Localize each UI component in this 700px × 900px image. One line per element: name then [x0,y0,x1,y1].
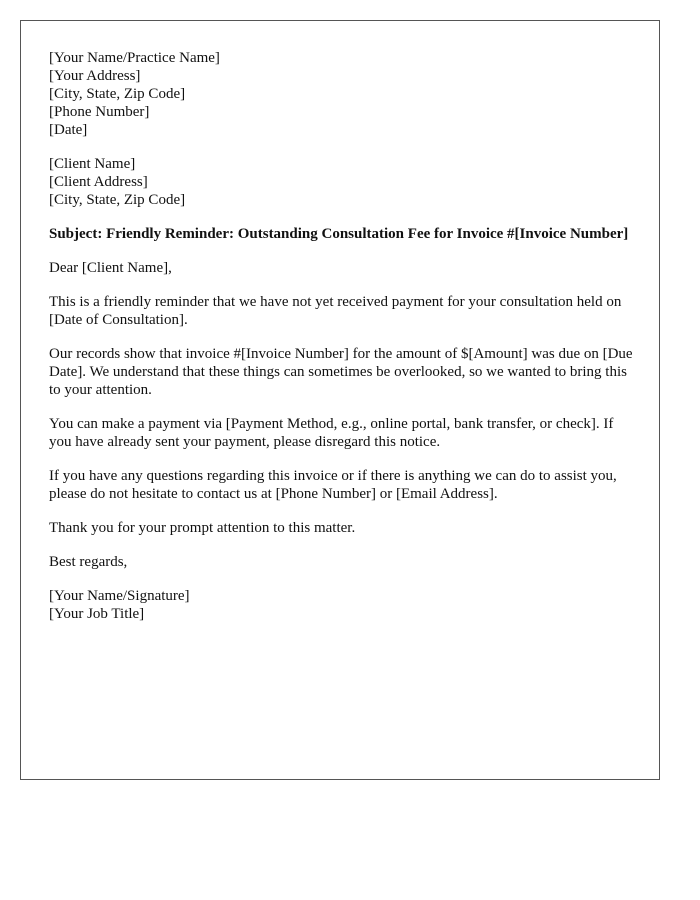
signature-block [49,587,633,623]
body-paragraph-4: If you have any questions regarding this invoice or if there is anything we can do to assist you, please do not hesitate to contact us at [Phone Number] or [Email Address]. [49,468,617,502]
salutation: Dear [Client Name], [49,260,172,276]
recipient-address: [Client Address] [49,174,148,190]
recipient-city-state-zip: [City, State, Zip Code] [49,192,186,208]
letter-page [20,20,660,780]
sender-block [49,49,633,139]
signature-title: [Your Job Title] [49,606,145,622]
body-paragraph-2: Our records show that invoice #[Invoice Number] for the amount of $[Amount] was due on [Due Date]. We understand that these things can sometimes be overlooked, so we wanted to bring this to your attention. [49,346,633,398]
recipient-block [49,155,633,209]
subject-line: Subject: Friendly Reminder: Outstanding Consultation Fee for Invoice #[Invoice Number] [49,226,629,242]
body-paragraph-1: This is a friendly reminder that we have not yet received payment for your consultation held on [Date of Consultation]. [49,294,622,328]
closing: Best regards, [49,554,128,570]
letter-content [49,49,633,639]
sender-phone: [Phone Number] [49,104,150,120]
sender-address: [Your Address] [49,68,141,84]
sender-name: [Your Name/Practice Name] [49,50,220,66]
recipient-name: [Client Name] [49,156,136,172]
signature-name: [Your Name/Signature] [49,588,190,604]
letter-date: [Date] [49,122,88,138]
body-paragraph-5: Thank you for your prompt attention to this matter. [49,520,356,536]
body-paragraph-3: You can make a payment via [Payment Method, e.g., online portal, bank transfer, or check]. If you have already sent your payment, please disregard this notice. [49,416,614,450]
sender-city-state-zip: [City, State, Zip Code] [49,86,186,102]
